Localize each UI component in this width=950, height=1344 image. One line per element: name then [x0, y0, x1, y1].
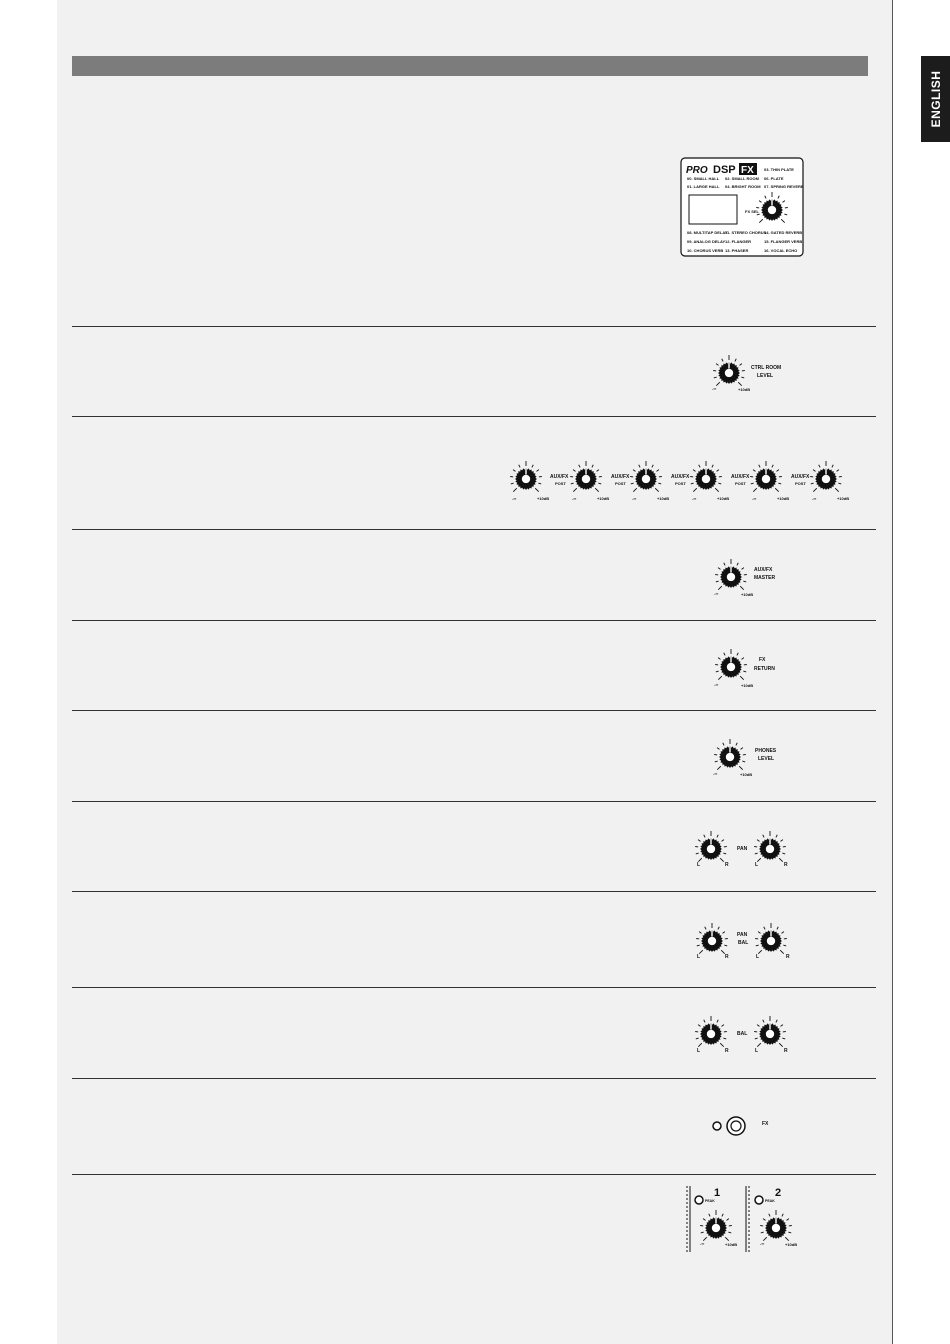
aux-post-knob: [750, 461, 782, 492]
knob-left-label: L: [697, 1048, 701, 1054]
knob-max-label: +10dB: [837, 496, 850, 501]
knob-max-label: +10dB: [785, 1242, 798, 1247]
knob-max-label: +10dB: [725, 1242, 738, 1247]
preset-label: 09. ANALOG DELAY: [687, 239, 726, 244]
brand-fx: FX: [741, 165, 754, 176]
knob-max-label: +10dB: [657, 496, 670, 501]
knob-max-label: +10dB: [537, 496, 550, 501]
knob-right-label: R: [725, 954, 729, 960]
aux-post-label: AUX/FX: [550, 474, 569, 480]
fx-return-label2: RETURN: [754, 666, 775, 672]
bal-knob: [754, 1016, 786, 1047]
pan-bal-label: PAN: [737, 932, 748, 938]
pan-bal-knob: [755, 923, 787, 954]
fx-led-ring-inner: [731, 1121, 741, 1131]
preset-label: 13. PHASER: [725, 248, 749, 253]
ctrl-room-label2: LEVEL: [757, 373, 774, 379]
aux-master-label: AUX/FX: [754, 567, 773, 573]
preset-label: 15. FLANGER VERB: [764, 239, 803, 244]
knob-min-label: -∞: [714, 682, 719, 687]
phones-knob: [714, 739, 746, 770]
preset-label: 01. LARGE HALL: [687, 184, 720, 189]
aux-master-label2: MASTER: [754, 575, 776, 581]
ctrl-room-knob: [713, 355, 745, 386]
knob-left-label: L: [697, 862, 701, 868]
preset-label: 14. GATED REVERB: [764, 230, 803, 235]
pan-knob: [754, 831, 786, 862]
channel-gain-knob: [700, 1210, 732, 1241]
aux-post-label: AUX/FX: [731, 474, 750, 480]
knob-min-label: -∞: [692, 496, 697, 501]
bal-knob: [695, 1016, 727, 1047]
knob-max-label: +10dB: [741, 592, 754, 597]
knob-right-label: R: [784, 862, 788, 868]
knob-min-label: -∞: [760, 1241, 765, 1246]
channel-gain-knob: [760, 1210, 792, 1241]
pan-bal-label2: BAL: [738, 940, 749, 946]
knob-min-label: -∞: [812, 496, 817, 501]
aux-post-sublabel: POST: [735, 481, 746, 486]
pan-knob: [695, 831, 727, 862]
knob-max-label: +10dB: [738, 387, 751, 392]
knob-max-label: +10dB: [741, 683, 754, 688]
fx-sel-label: FX SEL: [745, 209, 760, 214]
channel-number: 1: [714, 1187, 721, 1199]
preset-label: 12. FLANGER: [725, 239, 752, 244]
brand-dsp: DSP: [713, 164, 736, 176]
fx-led: [713, 1122, 721, 1130]
aux-post-knob: [810, 461, 842, 492]
preset-label: 00. SMALL HALL: [687, 176, 720, 181]
knob-max-label: +10dB: [777, 496, 790, 501]
knob-min-label: -∞: [512, 496, 517, 501]
ctrl-room-label: CTRL ROOM: [751, 365, 782, 371]
preset-label: 10. CHORUS VERB: [687, 248, 724, 253]
bal-label: BAL: [737, 1031, 748, 1037]
preset-label: 11. STEREO CHORUS: [725, 230, 767, 235]
channel-number: 2: [775, 1187, 782, 1199]
aux-post-knob: [510, 461, 542, 492]
preset-label: 08. MULTITAP DELAY: [687, 230, 728, 235]
preset-label: 04. BRIGHT ROOM: [725, 184, 761, 189]
aux-post-scale-labels: [512, 496, 849, 501]
knob-right-label: R: [786, 954, 790, 960]
knob-min-label: -∞: [712, 386, 717, 391]
knob-min-label: -∞: [632, 496, 637, 501]
knob-right-label: R: [784, 1048, 788, 1054]
aux-post-knob: [570, 461, 602, 492]
preset-label: 16. VOCAL ECHO: [764, 248, 798, 253]
peak-led: [755, 1196, 763, 1204]
knob-min-label: -∞: [713, 771, 718, 776]
knob-max-label: +10dB: [740, 772, 753, 777]
pan-label: PAN: [737, 846, 748, 852]
pan-bal-knob: [696, 923, 728, 954]
knob-min-label: -∞: [752, 496, 757, 501]
fx-return-label: FX: [759, 657, 766, 663]
knob-min-label: -∞: [572, 496, 577, 501]
aux-post-label: AUX/FX: [671, 474, 690, 480]
knob-left-label: L: [755, 1048, 759, 1054]
phones-label: PHONES: [755, 748, 777, 754]
knob-right-label: R: [725, 862, 729, 868]
knob-left-label: L: [697, 954, 701, 960]
fx-display: [689, 195, 737, 224]
knob-min-label: -∞: [700, 1241, 705, 1246]
aux-post-sublabel: POST: [675, 481, 686, 486]
aux-post-sublabel: POST: [555, 481, 566, 486]
knob-max-label: +10dB: [597, 496, 610, 501]
fx-return-knob: [715, 649, 747, 680]
aux-post-label: AUX/FX: [611, 474, 630, 480]
aux-post-sublabel: POST: [615, 481, 626, 486]
aux-master-knob: [715, 559, 747, 590]
knob-left-label: L: [756, 954, 760, 960]
knob-left-label: L: [755, 862, 759, 868]
aux-post-sublabel: POST: [795, 481, 806, 486]
preset-label: 02. SMALL ROOM: [725, 176, 759, 181]
preset-label: 07. SPRING REVERB: [764, 184, 804, 189]
peak-label: PEAK: [705, 1199, 715, 1203]
aux-post-label: AUX/FX: [791, 474, 810, 480]
aux-post-knob: [690, 461, 722, 492]
knobs: [510, 192, 842, 1241]
aux-post-knob: [630, 461, 662, 492]
phones-label2: LEVEL: [758, 756, 775, 762]
knob-max-label: +10dB: [717, 496, 730, 501]
peak-led: [695, 1196, 703, 1204]
brand-pro: PRO: [686, 165, 708, 176]
peak-label: PEAK: [765, 1199, 775, 1203]
preset-label: 06. PLATE: [764, 176, 784, 181]
knob-min-label: -∞: [714, 591, 719, 596]
knob-right-label: R: [725, 1048, 729, 1054]
fx-led-label: FX: [762, 1121, 769, 1127]
language-tab-label: ENGLISH: [928, 70, 943, 128]
fx-panel: [681, 158, 804, 256]
preset-label: 03. THIN PLATE: [764, 167, 794, 172]
